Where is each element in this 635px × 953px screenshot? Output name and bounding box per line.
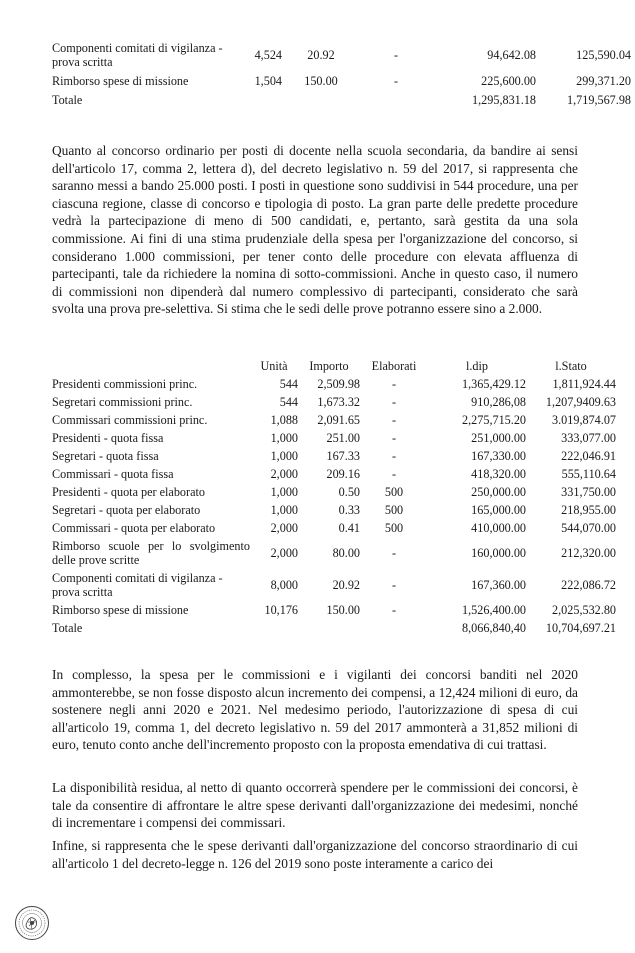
table-header-row: [52, 358, 616, 376]
row-units: [242, 91, 282, 110]
row-lstato: 222,046.91: [561, 449, 616, 464]
row-units: 4,524: [254, 48, 282, 63]
row-elaborati: -: [393, 48, 399, 63]
row-label: Presidenti - quota fissa: [52, 431, 164, 446]
table-total-row: [52, 620, 616, 638]
table-row: [52, 570, 616, 602]
row-ldip: 94,642.08: [487, 48, 536, 63]
row-amount: 20.92: [307, 48, 335, 63]
row-units: 2,000: [270, 546, 298, 561]
row-ldip: 418,320.00: [471, 467, 526, 482]
row-label: Commissari commissioni princ.: [52, 413, 208, 428]
header-label: [52, 358, 250, 376]
table-row: [52, 412, 616, 430]
row-units: [250, 620, 298, 638]
table-row: [52, 538, 616, 570]
row-label: Rimborso spese di missione: [52, 73, 189, 88]
table-total-row: [52, 91, 631, 110]
row-units: 544: [279, 377, 298, 392]
row-ldip: 1,365,429.12: [462, 377, 526, 392]
row-amount: 0.33: [338, 503, 360, 518]
header-lstato: l.Stato: [555, 359, 587, 374]
row-amount: 0.50: [338, 485, 360, 500]
row-amount: 150.00: [304, 73, 338, 88]
row-amount: 251.00: [326, 431, 360, 446]
row-ldip: 8,066,840,40: [462, 621, 526, 636]
row-amount: 150.00: [326, 603, 360, 618]
official-stamp-icon: [14, 905, 50, 941]
paragraph-concorso-straordinario: Infine, si rappresenta che le spese derivanti dall'organizzazione del concorso straordinario di cui all'articolo 1 del decreto-legge n. 126 del 2019 sono poste interamente a carico dei: [52, 838, 578, 871]
row-elaborati: -: [391, 546, 397, 561]
row-ldip: 167,330.00: [471, 449, 526, 464]
row-units: 2,000: [270, 521, 298, 536]
row-lstato: 218,955.00: [561, 503, 616, 518]
table-row: [52, 466, 616, 484]
row-lstato: 2,025,532.80: [552, 603, 616, 618]
row-label: Rimborso spese di missione: [52, 603, 189, 618]
table-row: [52, 448, 616, 466]
row-lstato: 544,070.00: [561, 521, 616, 536]
row-units: 8,000: [270, 578, 298, 593]
row-elaborati: -: [393, 73, 399, 88]
row-ldip: 165,000.00: [471, 503, 526, 518]
row-elaborati: -: [391, 449, 397, 464]
row-units: 1,000: [270, 449, 298, 464]
row-label: Segretari - quota per elaborato: [52, 503, 201, 518]
paragraph-disponibilita-residua: La disponibilità residua, al netto di quanto occorrerà spendere per le commissioni dei concorsi, è tale da consentire di affrontare le altre spese derivanti dall'organizzazione dei medesimi, nonché di incrementare i compensi dei commissari.: [52, 780, 578, 831]
row-ldip: 251,000.00: [471, 431, 526, 446]
table-row: [52, 520, 616, 538]
row-units: 1,088: [270, 413, 298, 428]
row-ldip: 1,295,831.18: [472, 92, 536, 107]
row-ldip: 2,275,715.20: [462, 413, 526, 428]
row-elaborati: 500: [384, 503, 404, 518]
row-amount: [298, 620, 360, 638]
row-ldip: 225,600.00: [481, 73, 536, 88]
header-units: Unità: [260, 359, 288, 374]
table-row: [52, 40, 631, 72]
row-lstato: 10,704,697.21: [545, 621, 616, 636]
row-elaborati: 500: [384, 521, 404, 536]
row-amount: 80.00: [332, 546, 360, 561]
row-elaborati: [360, 620, 428, 638]
row-label: Commissari - quota per elaborato: [52, 521, 216, 536]
row-ldip: 910,286,08: [471, 395, 526, 410]
row-amount: 0.41: [338, 521, 360, 536]
row-label: Segretari - quota fissa: [52, 449, 159, 464]
row-amount: 1,673.32: [317, 395, 360, 410]
row-amount: 20.92: [332, 578, 360, 593]
row-units: 1,000: [270, 503, 298, 518]
paragraph-spesa-complessiva: In complesso, la spesa per le commissioni e i vigilanti dei concorsi banditi nel 2020 ammonterebbe, se non fosse disposto alcun incremento dei compensi, a 12,424 milioni di euro, da sostenere negli anni 2020 e 2021. Nel medesimo periodo, l'autorizzazione di spesa di cui all'articolo 19, comma 1, del decreto legislativo n. 59 del 2017 ammonterà a 31,852 milioni di euro, tenuto conto anche dell'incremento proposto con la proposta emendativa di cui trattasi.: [52, 667, 578, 753]
row-lstato: 1,719,567.98: [567, 92, 631, 107]
row-label: Rimborso scuole per lo svolgimento delle prove scritte: [52, 539, 250, 567]
header-amount: Importo: [309, 359, 349, 374]
row-amount: 2,091.65: [317, 413, 360, 428]
row-amount: 2,509.98: [317, 377, 360, 392]
row-elaborati: -: [391, 603, 397, 618]
row-label: Presidenti - quota per elaborato: [52, 485, 205, 500]
row-units: 1,504: [254, 73, 282, 88]
row-label: Totale: [52, 92, 83, 107]
row-units: 1,000: [270, 485, 298, 500]
row-ldip: 250,000.00: [471, 485, 526, 500]
table-row: [52, 376, 616, 394]
row-elaborati: -: [391, 578, 397, 593]
table-row: [52, 502, 616, 520]
row-units: 1,000: [270, 431, 298, 446]
row-ldip: 160,000.00: [471, 546, 526, 561]
table-row: [52, 602, 616, 620]
table-row: [52, 484, 616, 502]
row-label: Totale: [52, 621, 83, 636]
row-units: 544: [279, 395, 298, 410]
cost-table-concorso-ordinario: [52, 358, 616, 638]
row-lstato: 555,110.64: [561, 467, 616, 482]
row-lstato: 222,086.72: [561, 578, 616, 593]
row-units: 2,000: [270, 467, 298, 482]
table-row: [52, 72, 631, 91]
row-elaborati: -: [391, 395, 397, 410]
row-label: Presidenti commissioni princ.: [52, 377, 198, 392]
row-elaborati: -: [391, 467, 397, 482]
table-row: [52, 394, 616, 412]
row-elaborati: -: [391, 413, 397, 428]
header-elaborati: Elaborati: [371, 359, 417, 374]
row-elaborati: -: [391, 377, 397, 392]
row-ldip: 167,360.00: [471, 578, 526, 593]
row-ldip: 1,526,400.00: [462, 603, 526, 618]
cost-table-continuation: [52, 40, 631, 110]
row-amount: 209.16: [326, 467, 360, 482]
row-elaborati: 500: [384, 485, 404, 500]
row-amount: [282, 91, 360, 110]
row-lstato: 333,077.00: [561, 431, 616, 446]
row-label: Componenti comitati di vigilanza - prova scritta: [52, 571, 223, 599]
row-label: Componenti comitati di vigilanza - prova scritta: [52, 41, 223, 69]
row-amount: 167.33: [326, 449, 360, 464]
row-elaborati: [360, 91, 432, 110]
row-lstato: 3.019,874.07: [552, 413, 616, 428]
paragraph-concorso-ordinario: Quanto al concorso ordinario per posti di docente nella scuola secondaria, da bandire ai sensi dell'articolo 17, comma 2, lettera d), del decreto legislativo n. 59 del 2017, si rappresenta che saranno messi a bando 25.000 posti. I posti in questione sono suddivisi in 544 procedure, una per ciascuna regione, classe di concorso e tipologia di posto. La gran parte delle predette procedure vedrà la partecipazione di meno di 500 candidati, e, pertanto, sarà gestita da una sola commissione. Ai fini di una stima prudenziale della spesa per l'organizzazione del concorso, si considerano 1.000 commissioni, per tener conto delle procedure con elevata affluenza di partecipanti, tale da richiedere la nomina di sotto-commissioni. Anche in questo caso, il numero di commissioni non dipenderà dal numero complessivo di partecipanti, considerato che sarà svolta una prova pre-selettiva. Si stima che le sedi delle prove potranno essere sino a 2.000.: [52, 143, 578, 317]
row-units: 10,176: [264, 603, 298, 618]
row-lstato: 1,811,924.44: [552, 377, 616, 392]
row-lstato: 212,320.00: [561, 546, 616, 561]
row-label: Segretari commissioni princ.: [52, 395, 193, 410]
row-label: Commissari - quota fissa: [52, 467, 174, 482]
table-row: [52, 430, 616, 448]
row-lstato: 299,371.20: [576, 73, 631, 88]
row-ldip: 410,000.00: [471, 521, 526, 536]
row-lstato: 331,750.00: [561, 485, 616, 500]
row-lstato: 125,590.04: [576, 48, 631, 63]
header-ldip: l.dip: [465, 359, 488, 374]
row-lstato: 1,207,9409.63: [545, 395, 616, 410]
row-elaborati: -: [391, 431, 397, 446]
